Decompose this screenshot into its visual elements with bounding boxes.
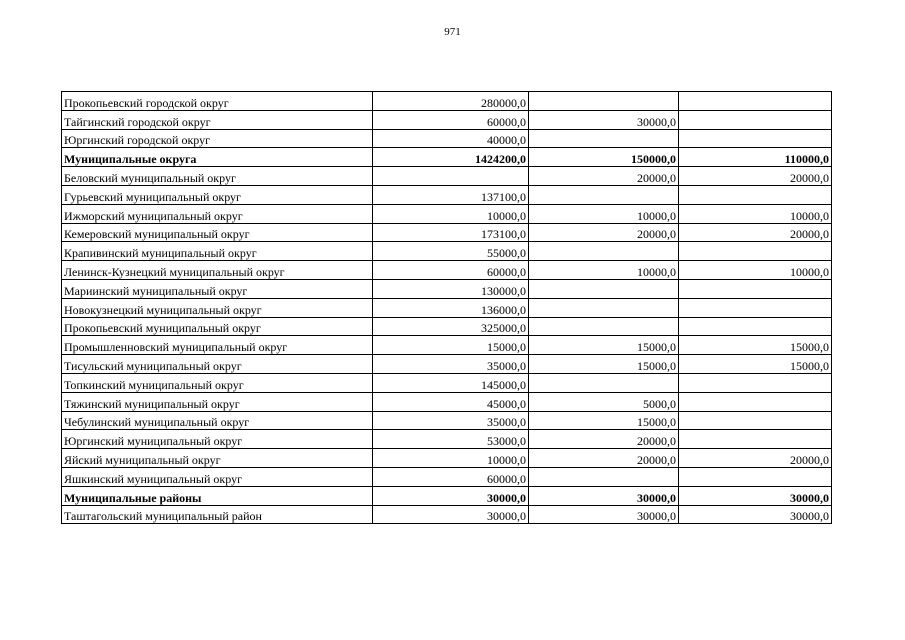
value-1-cell: 280000,0 [373,92,529,111]
value-1-cell [373,167,529,186]
table-row [62,167,832,186]
value-3-cell [679,185,832,204]
value-1-cell: 137100,0 [373,185,529,204]
section-title-cell: Муниципальные округа [62,148,373,167]
municipality-name-cell: Прокопьевский муниципальный округ [62,317,373,336]
value-1-cell: 30000,0 [373,486,529,505]
table-row [62,92,832,111]
municipality-name-cell: Кемеровский муниципальный округ [62,223,373,242]
value-3-cell: 20000,0 [679,167,832,186]
value-2-cell: 15000,0 [529,336,679,355]
municipality-name-cell: Тайгинский городской округ [62,110,373,129]
value-3-cell [679,430,832,449]
page-number: 971 [444,26,461,38]
municipality-name-cell: Гурьевский муниципальный округ [62,185,373,204]
table-row [62,223,832,242]
value-2-cell: 10000,0 [529,204,679,223]
value-1-cell: 145000,0 [373,373,529,392]
value-1-cell: 173100,0 [373,223,529,242]
value-1-cell: 30000,0 [373,505,529,524]
value-2-cell: 15000,0 [529,411,679,430]
municipality-name-cell: Новокузнецкий муниципальный округ [62,298,373,317]
municipality-name-cell: Яйский муниципальный округ [62,449,373,468]
table-row [62,185,832,204]
budget-table-body [62,92,832,524]
municipality-name-cell: Топкинский муниципальный округ [62,373,373,392]
table-row [62,129,832,148]
budget-table [61,91,832,524]
value-3-cell: 15000,0 [679,336,832,355]
value-1-cell: 60000,0 [373,467,529,486]
value-1-cell: 45000,0 [373,392,529,411]
municipality-name-cell: Яшкинский муниципальный округ [62,467,373,486]
section-total-row [62,486,832,505]
value-3-cell [679,110,832,129]
value-2-cell [529,298,679,317]
value-2-cell [529,129,679,148]
table-row [62,279,832,298]
value-3-cell [679,298,832,317]
table-row [62,355,832,374]
value-2-cell [529,279,679,298]
value-1-cell: 53000,0 [373,430,529,449]
municipality-name-cell: Тяжинский муниципальный округ [62,392,373,411]
value-3-cell: 20000,0 [679,223,832,242]
table-row [62,204,832,223]
value-3-cell [679,279,832,298]
table-row [62,505,832,524]
value-2-cell [529,317,679,336]
value-1-cell: 130000,0 [373,279,529,298]
value-3-cell: 15000,0 [679,355,832,374]
value-1-cell: 1424200,0 [373,148,529,167]
value-3-cell [679,242,832,261]
table-row [62,336,832,355]
value-1-cell: 35000,0 [373,411,529,430]
value-3-cell: 10000,0 [679,261,832,280]
value-1-cell: 10000,0 [373,449,529,468]
value-1-cell: 136000,0 [373,298,529,317]
value-3-cell: 30000,0 [679,505,832,524]
table-row [62,298,832,317]
table-row [62,242,832,261]
value-1-cell: 40000,0 [373,129,529,148]
value-2-cell: 30000,0 [529,486,679,505]
value-2-cell: 5000,0 [529,392,679,411]
value-3-cell [679,411,832,430]
table-row [62,261,832,280]
value-2-cell [529,185,679,204]
value-1-cell: 35000,0 [373,355,529,374]
municipality-name-cell: Ижморский муниципальный округ [62,204,373,223]
table-row [62,449,832,468]
municipality-name-cell: Беловский муниципальный округ [62,167,373,186]
value-2-cell: 20000,0 [529,449,679,468]
value-1-cell: 325000,0 [373,317,529,336]
value-2-cell: 20000,0 [529,223,679,242]
value-2-cell: 150000,0 [529,148,679,167]
value-3-cell: 110000,0 [679,148,832,167]
value-3-cell: 10000,0 [679,204,832,223]
municipality-name-cell: Чебулинский муниципальный округ [62,411,373,430]
value-1-cell: 60000,0 [373,110,529,129]
municipality-name-cell: Прокопьевский городской округ [62,92,373,111]
table-row [62,392,832,411]
table-row [62,411,832,430]
value-2-cell: 10000,0 [529,261,679,280]
section-title-cell: Муниципальные районы [62,486,373,505]
value-3-cell [679,92,832,111]
value-3-cell [679,467,832,486]
municipality-name-cell: Крапивинский муниципальный округ [62,242,373,261]
value-2-cell [529,467,679,486]
value-3-cell [679,317,832,336]
value-3-cell [679,392,832,411]
value-3-cell [679,129,832,148]
table-row [62,467,832,486]
municipality-name-cell: Мариинский муниципальный округ [62,279,373,298]
value-3-cell: 30000,0 [679,486,832,505]
table-row [62,317,832,336]
value-2-cell: 30000,0 [529,110,679,129]
value-2-cell [529,92,679,111]
value-2-cell: 20000,0 [529,167,679,186]
value-1-cell: 10000,0 [373,204,529,223]
value-1-cell: 15000,0 [373,336,529,355]
municipality-name-cell: Юргинский городской округ [62,129,373,148]
value-3-cell: 20000,0 [679,449,832,468]
value-2-cell: 30000,0 [529,505,679,524]
table-row [62,110,832,129]
value-2-cell: 15000,0 [529,355,679,374]
municipality-name-cell: Промышленновский муниципальный округ [62,336,373,355]
table-row [62,373,832,392]
municipality-name-cell: Тисульский муниципальный округ [62,355,373,374]
value-2-cell: 20000,0 [529,430,679,449]
value-2-cell [529,242,679,261]
value-3-cell [679,373,832,392]
section-total-row [62,148,832,167]
municipality-name-cell: Ленинск-Кузнецкий муниципальный округ [62,261,373,280]
table-row [62,430,832,449]
municipality-name-cell: Юргинский муниципальный округ [62,430,373,449]
municipality-name-cell: Таштагольский муниципальный район [62,505,373,524]
value-1-cell: 55000,0 [373,242,529,261]
value-2-cell [529,373,679,392]
value-1-cell: 60000,0 [373,261,529,280]
